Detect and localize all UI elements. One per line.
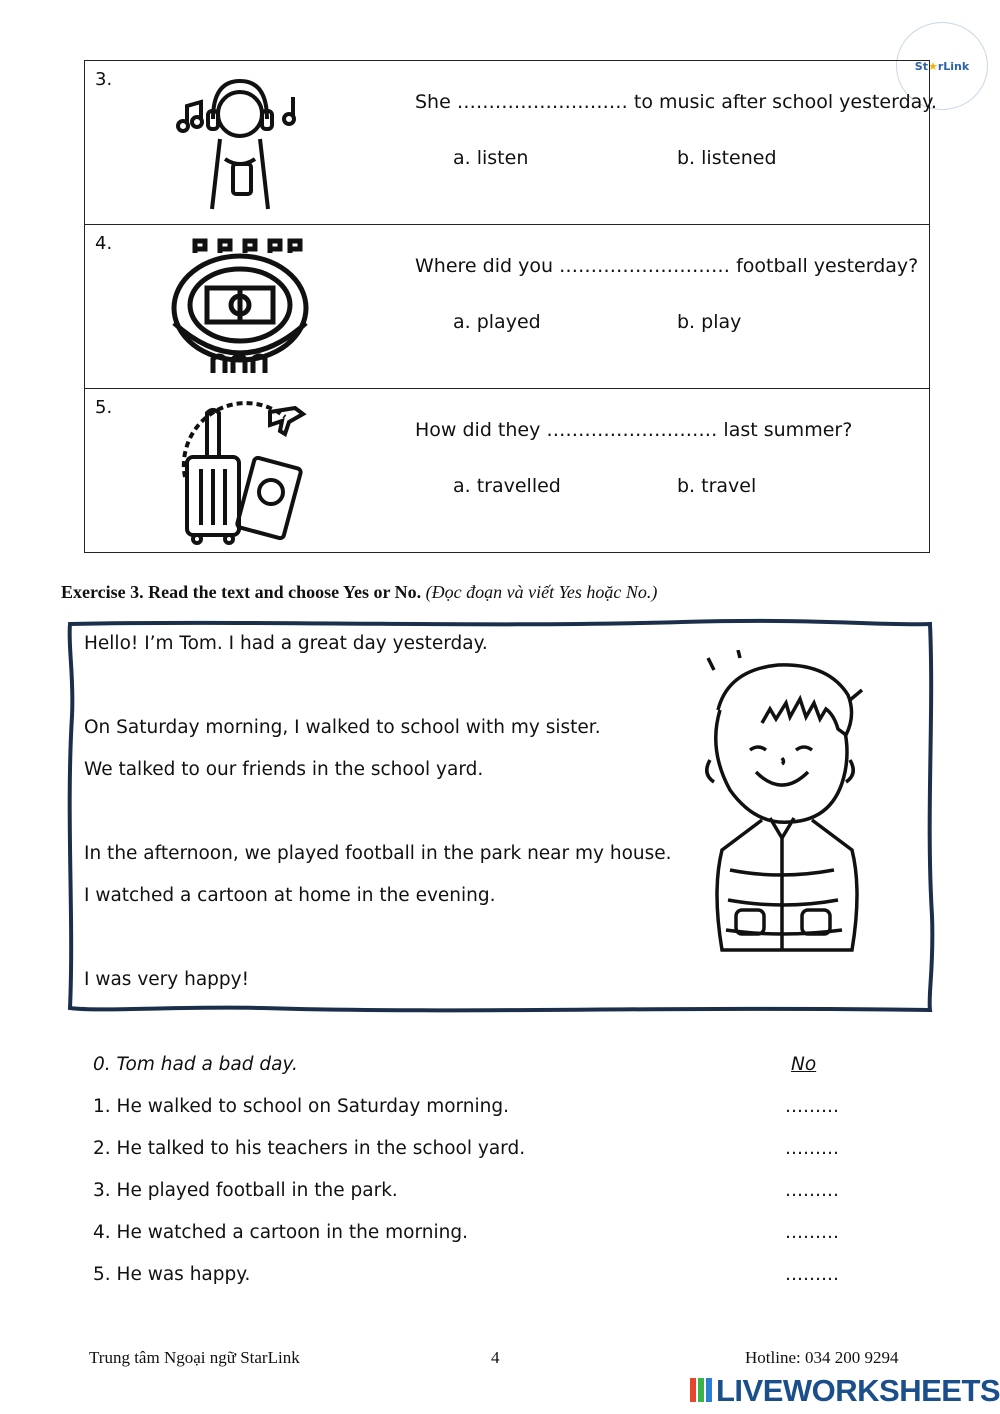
question-row [85, 389, 930, 553]
page-number: 4 [491, 1348, 500, 1367]
yes-no-item: 2. He talked to his teachers in the school yard. [93, 1138, 526, 1159]
story-line: We talked to our friends in the school yard. [84, 759, 484, 780]
question-sentence: Where did you ……………………… football yesterday? [415, 255, 919, 277]
liveworksheets-logo-icon [690, 1378, 712, 1402]
answer-blank[interactable]: ……… [785, 1180, 839, 1201]
story-line: I watched a cartoon at home in the evening. [84, 885, 496, 906]
story-line: In the afternoon, we played football in the park near my house. [84, 843, 672, 864]
option-b[interactable]: b. travel [677, 475, 757, 497]
answer-blank[interactable]: ……… [785, 1264, 839, 1285]
question-sentence: How did they ……………………… last summer? [415, 419, 853, 441]
answer-blank[interactable]: ……… [785, 1222, 839, 1243]
stadium-icon [165, 233, 315, 383]
yes-no-item: 4. He watched a cartoon in the morning. [93, 1222, 468, 1243]
question-number: 5. [95, 397, 113, 418]
question-row [85, 61, 930, 225]
answer-example: No [791, 1054, 817, 1075]
option-b[interactable]: b. play [677, 311, 742, 333]
exercise-3-heading: Exercise 3. Read the text and choose Yes or No. (Đọc đoạn và viết Yes hoặc No.) [61, 582, 658, 602]
footer-hotline: Hotline: 034 200 9294 [745, 1348, 899, 1367]
travel-luggage-icon [165, 397, 315, 547]
question-sentence: She ……………………… to music after school yesterday. [415, 91, 937, 113]
option-a[interactable]: a. travelled [453, 475, 561, 497]
option-a[interactable]: a. played [453, 311, 541, 333]
option-b[interactable]: b. listened [677, 147, 777, 169]
questions-table [84, 60, 937, 553]
answer-blank[interactable]: ……… [785, 1096, 839, 1117]
option-a[interactable]: a. listen [453, 147, 529, 169]
answer-blank[interactable]: ……… [785, 1138, 839, 1159]
question-number: 4. [95, 233, 113, 254]
yes-no-item: 1. He walked to school on Saturday morning. [93, 1096, 510, 1117]
starlink-logo: St ★ rLink [896, 22, 988, 110]
story-line: Hello! I’m Tom. I had a great day yesterday. [84, 633, 488, 654]
yes-no-item: 5. He was happy. [93, 1264, 251, 1285]
story-line: On Saturday morning, I walked to school with my sister. [84, 717, 601, 738]
boy-illustration [700, 650, 870, 960]
story-line: I was very happy! [84, 969, 250, 990]
yes-no-item: 3. He played football in the park. [93, 1180, 398, 1201]
music-listener-icon [165, 69, 315, 219]
footer-center-name: Trung tâm Ngoại ngữ StarLink [89, 1348, 300, 1367]
yes-no-item: 0. Tom had a bad day. [93, 1054, 298, 1075]
question-number: 3. [95, 69, 113, 90]
liveworksheets-brand: LIVEWORKSHEETS [716, 1373, 1000, 1408]
question-row [85, 225, 930, 389]
